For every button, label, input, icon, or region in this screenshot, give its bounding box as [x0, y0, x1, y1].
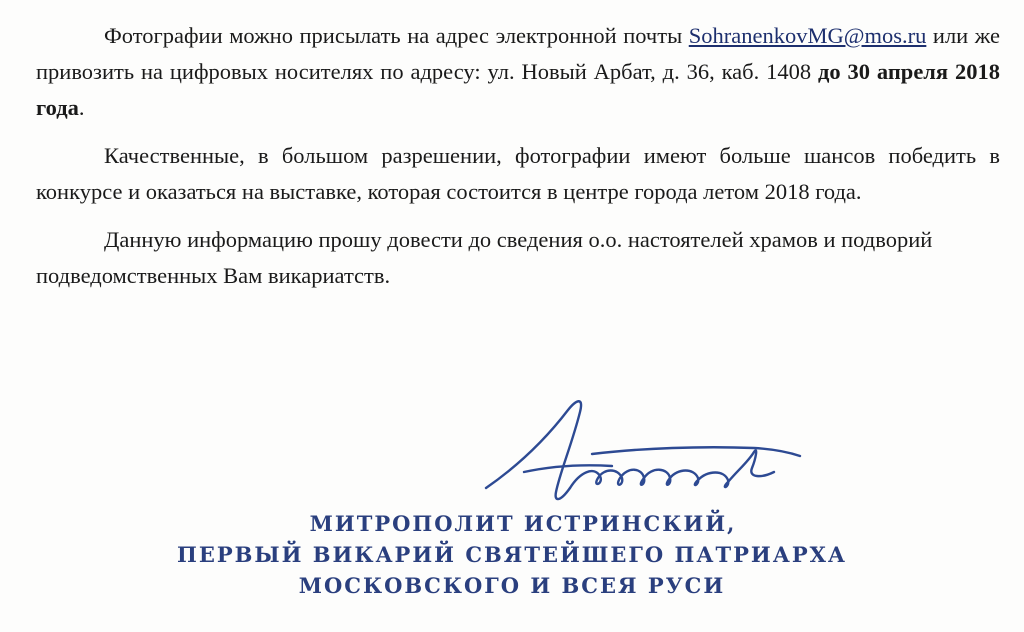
paragraph-submission-end: .: [78, 95, 85, 120]
handwritten-signature: [472, 392, 812, 522]
paragraph-submission-mid: или же привозить на цифровых носителях по адресу: ул. Новый Арбат, д. 36, каб. 1408: [36, 23, 1000, 84]
paragraph-submission-lead: Фотографии можно присылать на адрес электронной почты: [104, 23, 689, 48]
paragraph-submission: [36, 18, 1000, 126]
signatory-line-1: МИТРОПОЛИТ ИСТРИНСКИЙ,: [309, 511, 737, 536]
paragraph-quality: Качественные, в большом разрешении, фотографии имеют больше шансов победить в конкурсе и оказаться на выставке, которая состоится в центре города летом 2018 года.: [36, 143, 1000, 204]
letter-body: [36, 18, 1000, 306]
paragraph-request: Данную информацию прошу довести до сведения о.о. настоятелей храмов и подворий подведомственных Вам викариатств.: [36, 227, 933, 288]
signatory-line-2: ПЕРВЫЙ ВИКАРИЙ СВЯТЕЙШЕГО ПАТРИАРХА: [176, 542, 848, 567]
deadline-text: до 30 апреля 2018 года: [36, 59, 1000, 120]
signatory-title: [0, 508, 1024, 601]
email-link[interactable]: SohranenkovMG@mos.ru: [688, 23, 927, 48]
signatory-line-3: МОСКОВСКОГО И ВСЕЯ РУСИ: [298, 573, 726, 598]
